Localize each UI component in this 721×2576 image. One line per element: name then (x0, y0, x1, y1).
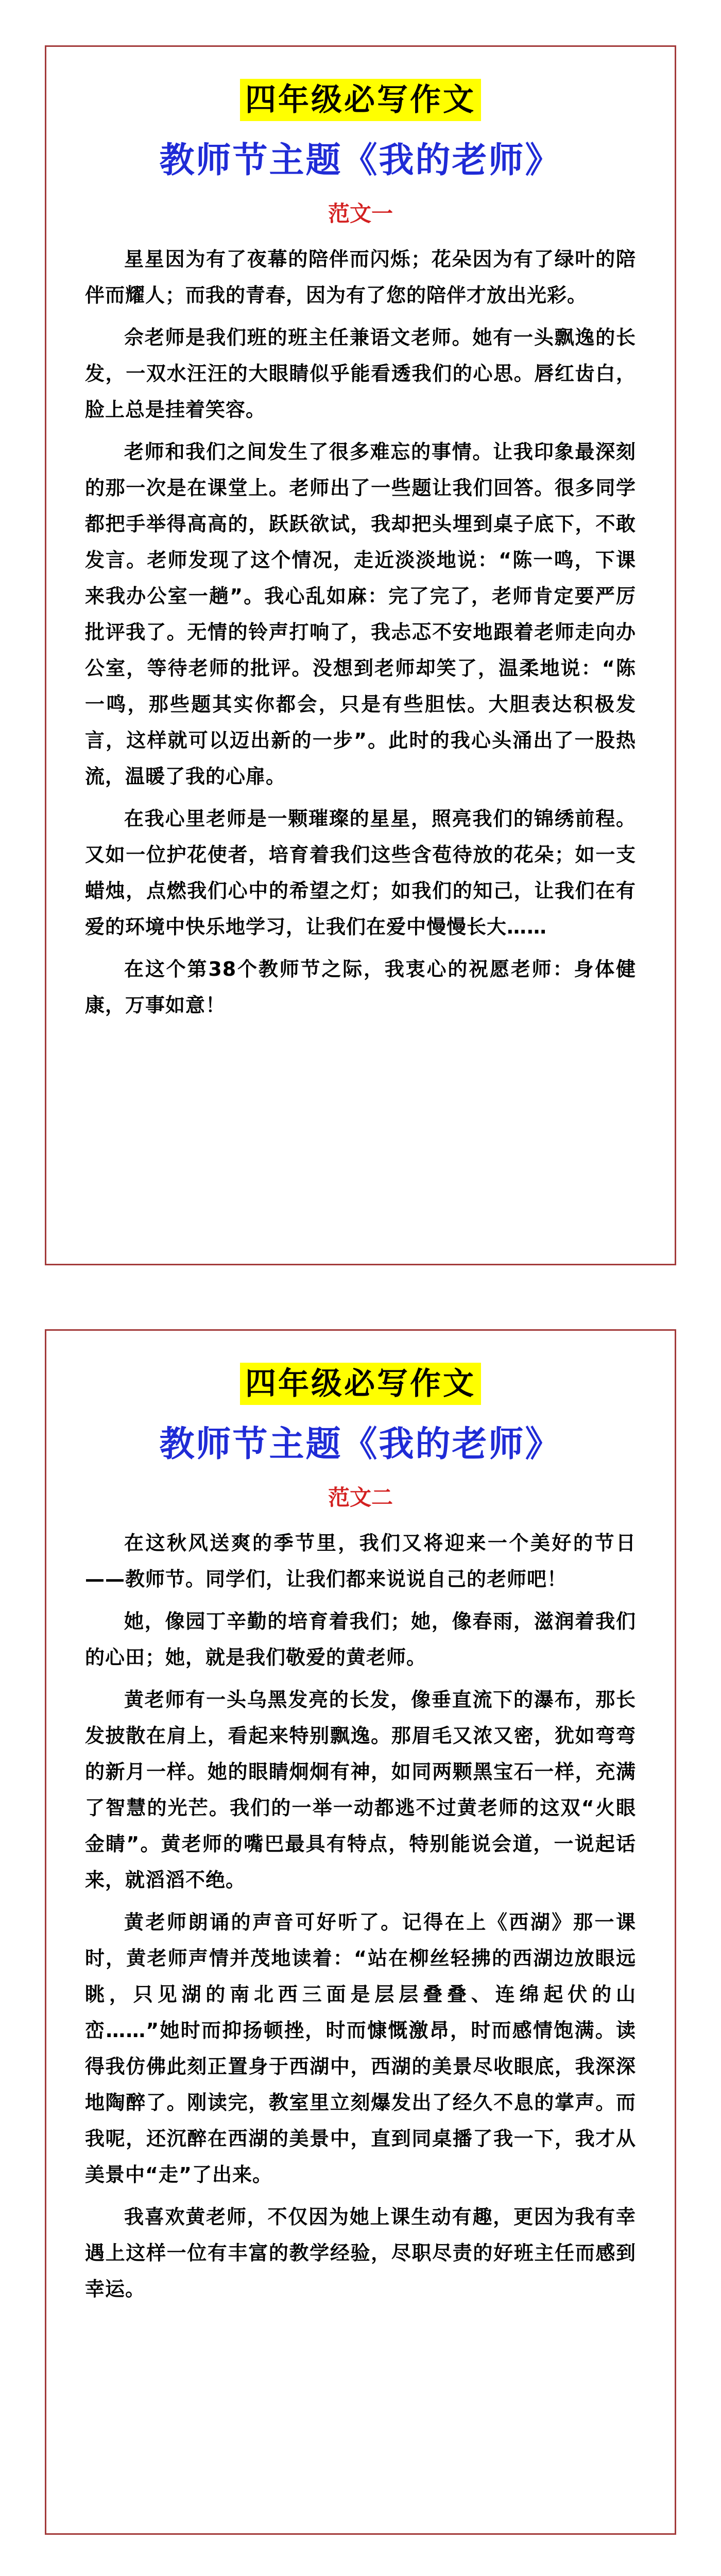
paragraph: 星星因为有了夜幕的陪伴而闪烁；花朵因为有了绿叶的陪伴而耀人；而我的青春，因为有了您的陪伴才放出光彩。 (85, 248, 636, 307)
article-card-2 (45, 1329, 676, 2535)
paragraph: 黄老师有一头乌黑发亮的长发，像垂直流下的瀑布，那长发披散在肩上，看起来特别飘逸。那眉毛又浓又密，犹如弯弯的新月一样。她的眼睛炯炯有神，如同两颗黑宝石一样，充满了智慧的光芒。我们的一举一动都逃不过黄老师的这双“火眼金睛”。黄老师的嘴巴最具有特点，特别能说会道，一说起话来，就滔滔不绝。 (85, 1688, 636, 1891)
paragraph: 老师和我们之间发生了很多难忘的事情。让我印象最深刻的那一次是在课堂上。老师出了一些题让我们回答。很多同学都把手举得高高的，跃跃欲试，我却把头埋到桌子底下，不敢发言。老师发现了这个情况，走近淡淡地说：“陈一鸣，下课来我办公室一趟”。我心乱如麻：完了完了，老师肯定要严厉批评我了。无情的铃声打响了，我忐忑不安地跟着老师走向办公室，等待老师的批评。没想到老师却笑了，温柔地说：“陈一鸣，那些题其实你都会，只是有些胆怯。大胆表达积极发言，这样就可以迈出新的一步”。此时的我心头涌出了一股热流，温暖了我的心扉。 (85, 440, 636, 788)
paragraph: 她，像园丁辛勤的培育着我们；她，像春雨，滋润着我们的心田；她，就是我们敬爱的黄老师。 (85, 1610, 636, 1669)
article-card-1 (45, 45, 676, 1265)
grade-banner: 四年级必写作文 (240, 79, 481, 121)
grade-banner: 四年级必写作文 (240, 1363, 481, 1405)
paragraph: 在我心里老师是一颗璀璨的星星，照亮我们的锦绣前程。又如一位护花使者，培育着我们这些含苞待放的花朵；如一支蜡烛，点燃我们心中的希望之灯；如我们的知己，让我们在有爱的环境中快乐地学习，让我们在爱中慢慢长大…… (85, 807, 636, 938)
article-content (85, 79, 636, 1029)
article-title: 教师节主题《我的老师》 (159, 1423, 562, 1465)
paragraph: 在这秋风送爽的季节里，我们又将迎来一个美好的节日——教师节。同学们，让我们都来说说自己的老师吧！ (85, 1532, 636, 1590)
paragraph: 黄老师朗诵的声音可好听了。记得在上《西湖》那一课时，黄老师声情并茂地读着：“站在柳丝轻拂的西湖边放眼远眺，只见湖的南北西三面是层层叠叠、连绵起伏的山峦……”她时而抑扬顿挫，时而慷慨激昂，时而感情饱满。读得我仿佛此刻正置身于西湖中，西湖的美景尽收眼底，我深深地陶醉了。刚读完，教室里立刻爆发出了经久不息的掌声。而我呢，还沉醉在西湖的美景中，直到同桌播了我一下，我才从美景中“走”了出来。 (85, 1911, 636, 2186)
sample-label: 范文二 (328, 1485, 393, 1510)
article-content (85, 1363, 636, 2313)
sample-label: 范文一 (328, 201, 393, 226)
paragraph: 在这个第38个教师节之际，我衷心的祝愿老师：身体健康，万事如意！ (85, 958, 636, 1016)
article-title: 教师节主题《我的老师》 (159, 140, 562, 181)
paragraph: 佘老师是我们班的班主任兼语文老师。她有一头飘逸的长发，一双水汪汪的大眼睛似乎能看透我们的心思。唇红齿白，脸上总是挂着笑容。 (85, 326, 636, 421)
paragraph: 我喜欢黄老师，不仅因为她上课生动有趣，更因为我有幸遇上这样一位有丰富的教学经验，尽职尽责的好班主任而感到幸运。 (85, 2206, 636, 2300)
